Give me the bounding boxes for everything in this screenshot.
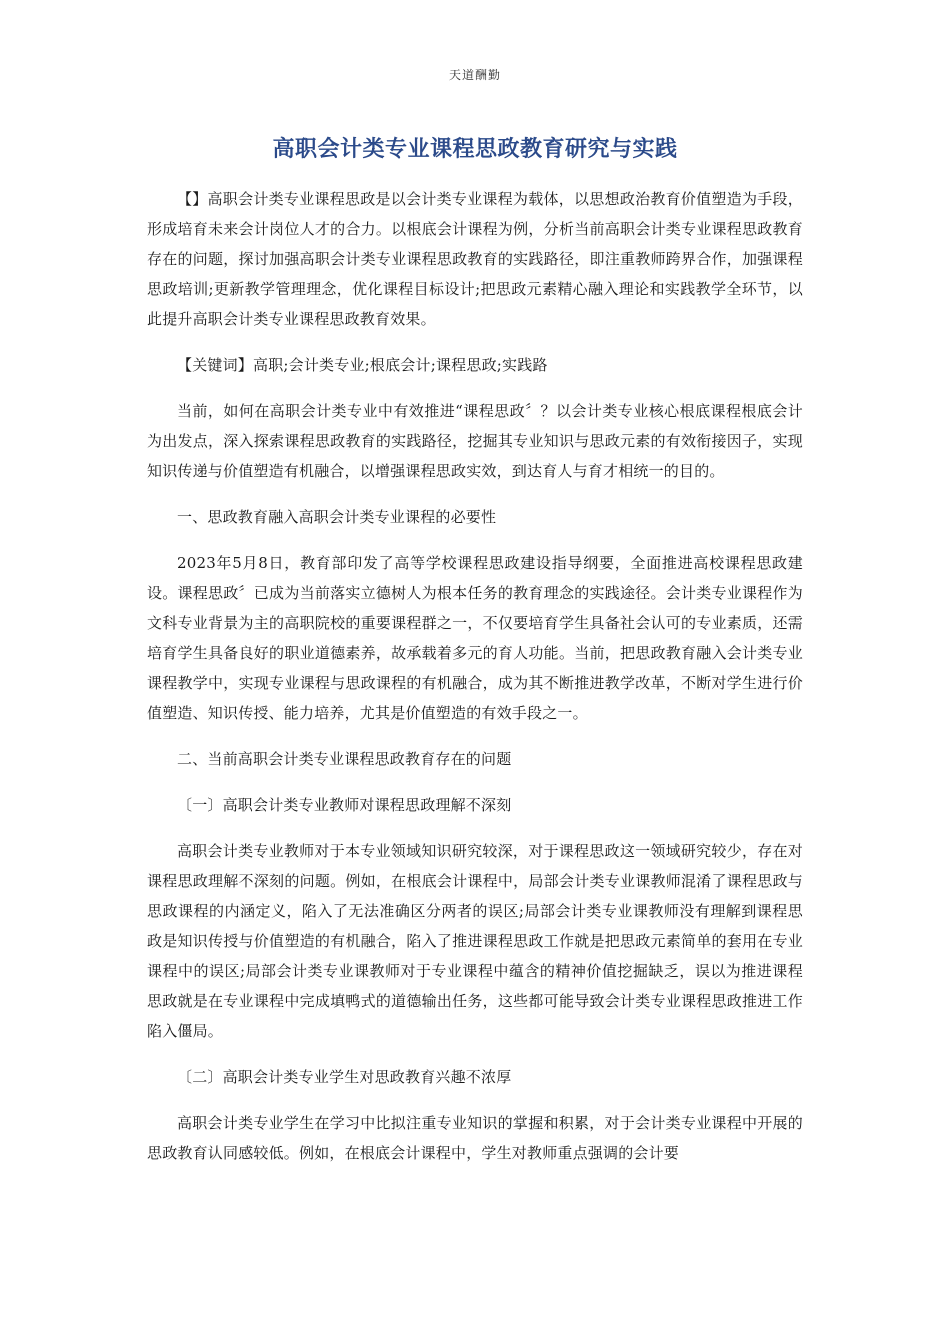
section-heading-1: 一、思政教育融入高职会计类专业课程的必要性 xyxy=(177,508,497,526)
section-heading-2: 二、当前高职会计类专业课程思政教育存在的问题 xyxy=(177,750,512,768)
document-body xyxy=(147,184,803,1184)
subsection-2-1-paragraph: 高职会计类专业教师对于本专业领域知识研究较深，对于课程思政这一领域研究较少，存在对课程思政理解不深刻的问题。例如，在根底会计课程中，局部会计类专业课教师混淆了课程思政与思政课程的内涵定义，陷入了无法准确区分两者的误区;局部会计类专业课教师没有理解到课程思政是知识传授与价值塑造的有机融合，陷入了推进课程思政工作就是把思政元素简单的套用在专业课程中的误区;局部会计类专业课教师对于专业课程中蕴含的精神价值挖掘缺乏，误以为推进课程思政就是在专业课程中完成填鸭式的道德输出任务，这些都可能导致会计类专业课程思政推进工作陷入僵局。 xyxy=(147,842,803,1040)
keywords-paragraph: 【关键词】高职;会计类专业;根底会计;课程思政;实践路 xyxy=(177,356,548,374)
subsection-heading-2-2: 〔二〕高职会计类专业学生对思政教育兴趣不浓厚 xyxy=(177,1068,512,1086)
page-header: 天道酬勤 xyxy=(448,68,501,82)
document-title: 高职会计类专业课程思政教育研究与实践 xyxy=(272,137,678,162)
section-1-paragraph: 2023年5月8日，教育部印发了高等学校课程思政建设指导纲要，全面推进高校课程思政建设。课程思政〞已成为当前落实立德树人为根本任务的教育理念的实践途径。会计类专业课程作为文科专业背景为主的高职院校的重要课程群之一，不仅要培育学生具备社会认可的专业素质，还需培育学生具备良好的职业道德素养，故承载着多元的育人功能。当前，把思政教育融入会计类专业课程教学中，实现专业课程与思政课程的有机融合，成为其不断推进教学改革，不断对学生进行价值塑造、知识传授、能力培养，尤其是价值塑造的有效手段之一。 xyxy=(147,554,803,722)
intro-paragraph: 当前，如何在高职会计类专业中有效推进“课程思政〞？以会计类专业核心根底课程根底会计为出发点，深入探索课程思政教育的实践路径，挖掘其专业知识与思政元素的有效衔接因子，实现知识传递与价值塑造有机融合，以增强课程思政实效，到达育人与育才相统一的目的。 xyxy=(147,402,803,480)
subsection-2-2-paragraph: 高职会计类专业学生在学习中比拟注重专业知识的掌握和积累，对于会计类专业课程中开展的思政教育认同感较低。例如，在根底会计课程中，学生对教师重点强调的会计要 xyxy=(147,1114,803,1162)
abstract-paragraph: 【】高职会计类专业课程思政是以会计类专业课程为载体，以思想政治教育价值塑造为手段，形成培育未来会计岗位人才的合力。以根底会计课程为例，分析当前高职会计类专业课程思政教育存在的问题，探讨加强高职会计类专业课程思政教育的实践路径，即注重教师跨界合作，加强课程思政培训;更新教学管理理念，优化课程目标设计;把思政元素精心融入理论和实践教学全环节，以此提升高职会计类专业课程思政教育效果。 xyxy=(147,190,803,328)
subsection-heading-2-1: 〔一〕高职会计类专业教师对课程思政理解不深刻 xyxy=(177,796,512,814)
